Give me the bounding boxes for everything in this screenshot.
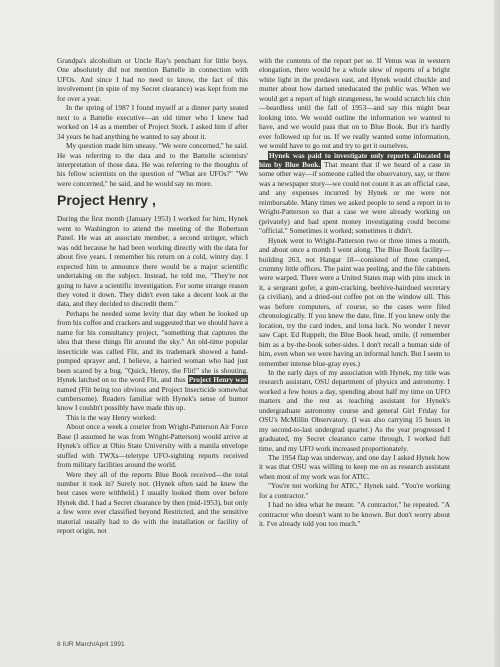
right-column (259, 56, 450, 529)
section-heading (57, 192, 248, 208)
page-footer: 8 IUR March/April 1991 (57, 641, 125, 648)
page-edge (494, 0, 500, 667)
highlighted-text: Hynek was paid to investigate only reports allocated to him by Blue Book. (259, 150, 450, 169)
paragraph: The 1954 flap was underway, and one day I asked Hynek how it was that OSU was willing to keep me on as research assistant when most of my work was for ATIC. (259, 453, 450, 481)
paragraph: "You're not working for ATIC," Hynek said. "You're working for a contractor." (259, 481, 450, 500)
paragraph: During the first month (January 1953) I worked for him, Hynek went to Washington to attend the meeting of the Robertson Panel. He was an associate member, a second stringer, which was odd because he had been working directly with the data for about five years. I remember his return on a cold, wintry day. I expected him to announce there would be a major scientific undertaking on the subject. Instead, he told me, "They're not going to have a scientific investigation. For some strange reason they voted it down. They didn't even take a decent look at the data, and they decided to discredit them." (57, 214, 248, 309)
paragraph: About once a week a courier from Wright-Patterson Air Force Base (I assumed he was from Wright-Patterson) would arrive at Hynek's office at Ohio State University with a manila envelope stuffed with TWXs—teletype UFO-sighting reports received from military facilities around the world. (57, 422, 248, 470)
paragraph: with the contents of the report per se. If Venus was in western elongation, there would be a whole slew of reports of a bright white light in the predawn east, and Hynek would chuckle and mutter about how darned uneducated the public was. When we would get a report of high strangeness, he would scratch his chin—beardless until the fall of 1953—and say this might bear looking into. We would outline the information we wanted to have, and we would pass that on to Blue Book. But it's hardly ever followed up for us. If we really wanted some information, we would have to go out and try to get it ourselves. (259, 56, 450, 151)
paragraph-text: named (Flit being too obvious and Project Insecticide somewhat cumbersome). Readers familiar with Hynek's sense of humor know I couldn't possibly have made this up. (57, 384, 248, 413)
heading-mark: , (151, 192, 156, 209)
paragraph-text: That meant that if we heard of a case in some other way—if someone called the observatory, say, or there was a newspaper story—we could not count it as an official case, and any expenses incurred by Hynek or me were not reimbursable. Many times we asked people to send a report in to Wright-Patterson so that a case we were already working on (privately) and had spent money investigating could become "official." Sometimes it worked; sometimes it didn't. (259, 159, 450, 236)
highlighted-text: Project Henry was (188, 375, 247, 385)
paragraph: Grandpa's alcoholism or Uncle Ray's penchant for little boys. One absolutely did not mention Battelle in connection with UFOs. And since I had no need to know, the fact of this involvement (in spite of my Secret clearance) was kept from me for over a year. (57, 56, 248, 103)
paragraph: Were they all of the reports Blue Book received—the total number it took in? Surely not. (Hynek often said he knew the best cases were withheld.) I usually looked them over before Hynek did. I had a Secret clearance by then (mid-1953), but only a few were ever classified beyond Restricted, and the sensitive material usually had to do with the installation or facility of report origin, not (57, 469, 248, 536)
paragraph: Hynek went to Wright-Patterson two or three times a month, and about once a month I went along. The Blue Book facility—building 263, not Hangar 18—consisted of three cramped, crummy little offices. The paint was peeling, and the file cabinets were warped. There were a United States map with pins stuck in it, a sergeant gofer, a gum-cracking, beehive-hairdoed secretary (a civilian), and a dried-out coffee pot on the window sill. This was before computers, of course, so the cases were filed chronologically. If you knew the date, fine. If you knew only the location, try the card index, and lotsa luck. No wonder I never saw Capt. Ed Ruppelt, the Blue Book head, smile. (I remember him as a by-the-book sober-sides. I don't recall a human side of him, even when we were having an informal lunch. But I seem to remember intense blue-gray eyes.) (259, 235, 451, 368)
section-heading-text: Project Henry (57, 192, 149, 209)
paragraph: In the spring of 1987 I found myself at a dinner party seated next to a Battelle executive—an old timer who I knew had worked on 14 as a member of Project Stork. I asked him if after 34 years he had anything he wanted to say about it. (57, 103, 248, 141)
paragraph-text: Perhaps he needed some levity that day when he looked up from his coffee and crackers and suggested that we should have a name for his consultancy project, "something that captures the idea that these things flit around the sky." An old-time popular insecticide was called Flit, and its trademark showed a hand-pumped sprayer and, I believe, a harried woman who had just been scared by a bug. "Quick, Henry, the Flit!" she is shouting. Hynek latched on to the word Flit, and thus (57, 308, 248, 385)
paragraph: My question made him uneasy. "We were concerned," he said. He was referring to the data and to the Battelle scientists' interpretation of those data. He was referring to the thoughts of his fellow scientists on the question of "What are UFOs?" "We were concerned," he said, and he would say no more. (57, 141, 248, 188)
paragraph: In the early days of my association with Hynek, my title was research assistant, OSU department of physics and astronomy. I worked a few hours a day, spending about half my time on UFO matters and the rest as teaching assistant for Hynek's undergraduate astronomy course and general Girl Friday for OSU's McMillin Observatory. (I was also carrying 15 hours in my second-to-last undergrad quarter.) As the year progressed I graduated, my Secret clearance came through, I worked full time, and my UFO work increased proportionately. (259, 367, 450, 453)
paragraph: I had no idea what he meant. "A contractor," he repeated. "A contractor who doesn't want to be known. But don't worry about it. I've already told you too much." (259, 500, 450, 529)
paragraph (57, 309, 248, 413)
left-column (57, 56, 248, 536)
paragraph: This is the way Henry worked: (66, 412, 157, 422)
paragraph (259, 151, 450, 236)
